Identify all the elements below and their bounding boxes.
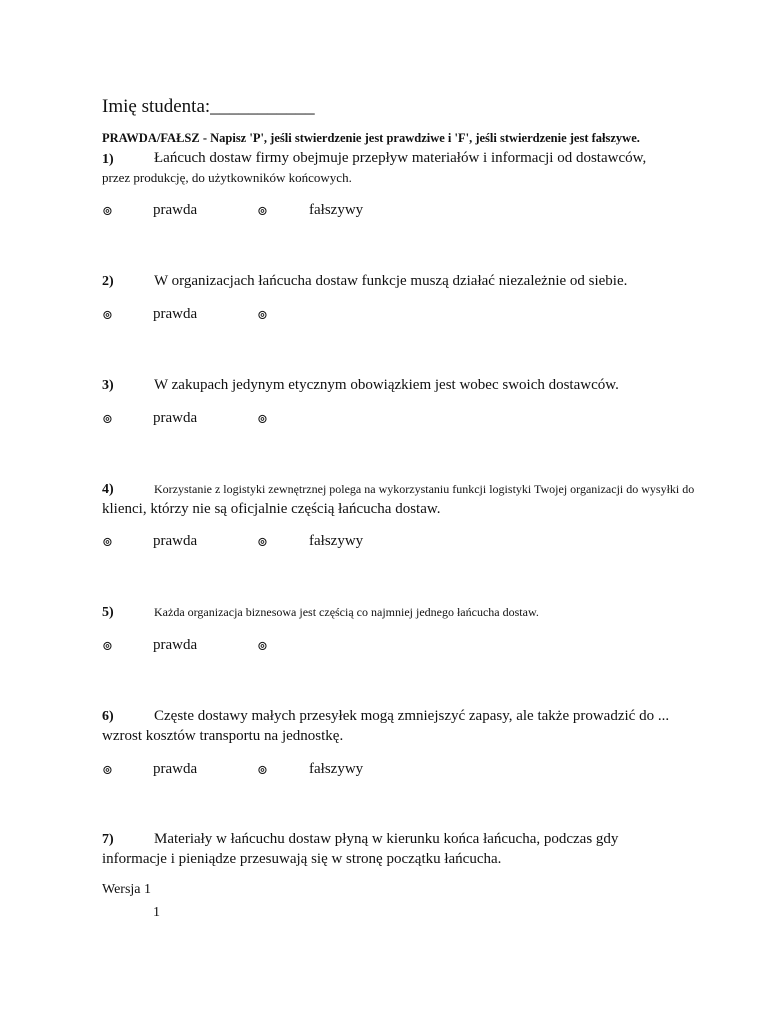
radio-true-icon[interactable]: ⊚ <box>102 203 113 218</box>
radio-true-icon[interactable]: ⊚ <box>102 411 113 426</box>
radio-true-icon[interactable]: ⊚ <box>102 762 113 777</box>
option-true-label: prawda <box>153 637 198 653</box>
question-number: 4) <box>102 482 114 497</box>
question-text: Każda organizacja biznesowa jest częścią co najmniej jednego łańcucha dostaw. <box>154 605 539 619</box>
question-text: W zakupach jedynym etycznym obowiązkiem jest wobec swoich dostawców. <box>154 377 619 393</box>
radio-false-icon[interactable]: ⊚ <box>257 307 268 322</box>
radio-false-icon[interactable]: ⊚ <box>257 762 268 777</box>
option-true-label: prawda <box>153 202 198 218</box>
radio-false-icon[interactable]: ⊚ <box>257 411 268 426</box>
option-false-label: fałszywy <box>309 202 364 218</box>
version-label: Wersja 1 <box>102 882 152 897</box>
instructions-text: - Napisz 'P', jeśli stwierdzenie jest prawdziwe i 'F', jeśli stwierdzenie jest fałszywe. <box>199 131 640 145</box>
student-name-line <box>102 96 315 118</box>
option-false-label: fałszywy <box>309 761 364 777</box>
radio-true-icon[interactable]: ⊚ <box>102 534 113 549</box>
question-number: 3) <box>102 378 114 393</box>
question-number: 6) <box>102 709 114 724</box>
radio-true-icon[interactable]: ⊚ <box>102 307 113 322</box>
option-true-label: prawda <box>153 410 198 426</box>
question-text: Łańcuch dostaw firmy obejmuje przepływ materiałów i informacji od dostawców, <box>154 150 647 166</box>
page-number: 1 <box>153 905 160 920</box>
question-number: 1) <box>102 152 114 167</box>
question-number: 7) <box>102 832 114 847</box>
student-name-blank[interactable]: ___________ <box>210 96 315 117</box>
question-text: Korzystanie z logistyki zewnętrznej polega na wykorzystaniu funkcji logistyki Twojej organizacji do wysyłki do <box>154 482 695 496</box>
instructions <box>102 131 640 146</box>
question-text-continued: wzrost kosztów transportu na jednostkę. <box>102 728 344 744</box>
question-text: W organizacjach łańcucha dostaw funkcje muszą działać niezależnie od siebie. <box>154 273 628 289</box>
option-true-label: prawda <box>153 306 198 322</box>
question-text-continued: klienci, którzy nie są oficjalnie częścią łańcucha dostaw. <box>102 501 441 517</box>
question-number: 2) <box>102 274 114 289</box>
question-text-continued: informacje i pieniądze przesuwają się w stronę początku łańcucha. <box>102 851 502 867</box>
student-name-label: Imię studenta: <box>102 96 211 117</box>
question-number: 5) <box>102 605 114 620</box>
question-text-continued: przez produkcję, do użytkowników końcowych. <box>102 170 352 185</box>
question-text: Częste dostawy małych przesyłek mogą zmniejszyć zapasy, ale także prowadzić do ... <box>154 708 670 724</box>
option-false-label: fałszywy <box>309 533 364 549</box>
option-true-label: prawda <box>153 761 198 777</box>
radio-false-icon[interactable]: ⊚ <box>257 203 268 218</box>
instructions-title: PRAWDA/FAŁSZ <box>102 131 200 145</box>
question-text: Materiały w łańcuchu dostaw płyną w kierunku końca łańcucha, podczas gdy <box>154 831 619 847</box>
option-true-label: prawda <box>153 533 198 549</box>
radio-false-icon[interactable]: ⊚ <box>257 534 268 549</box>
radio-false-icon[interactable]: ⊚ <box>257 638 268 653</box>
radio-true-icon[interactable]: ⊚ <box>102 638 113 653</box>
